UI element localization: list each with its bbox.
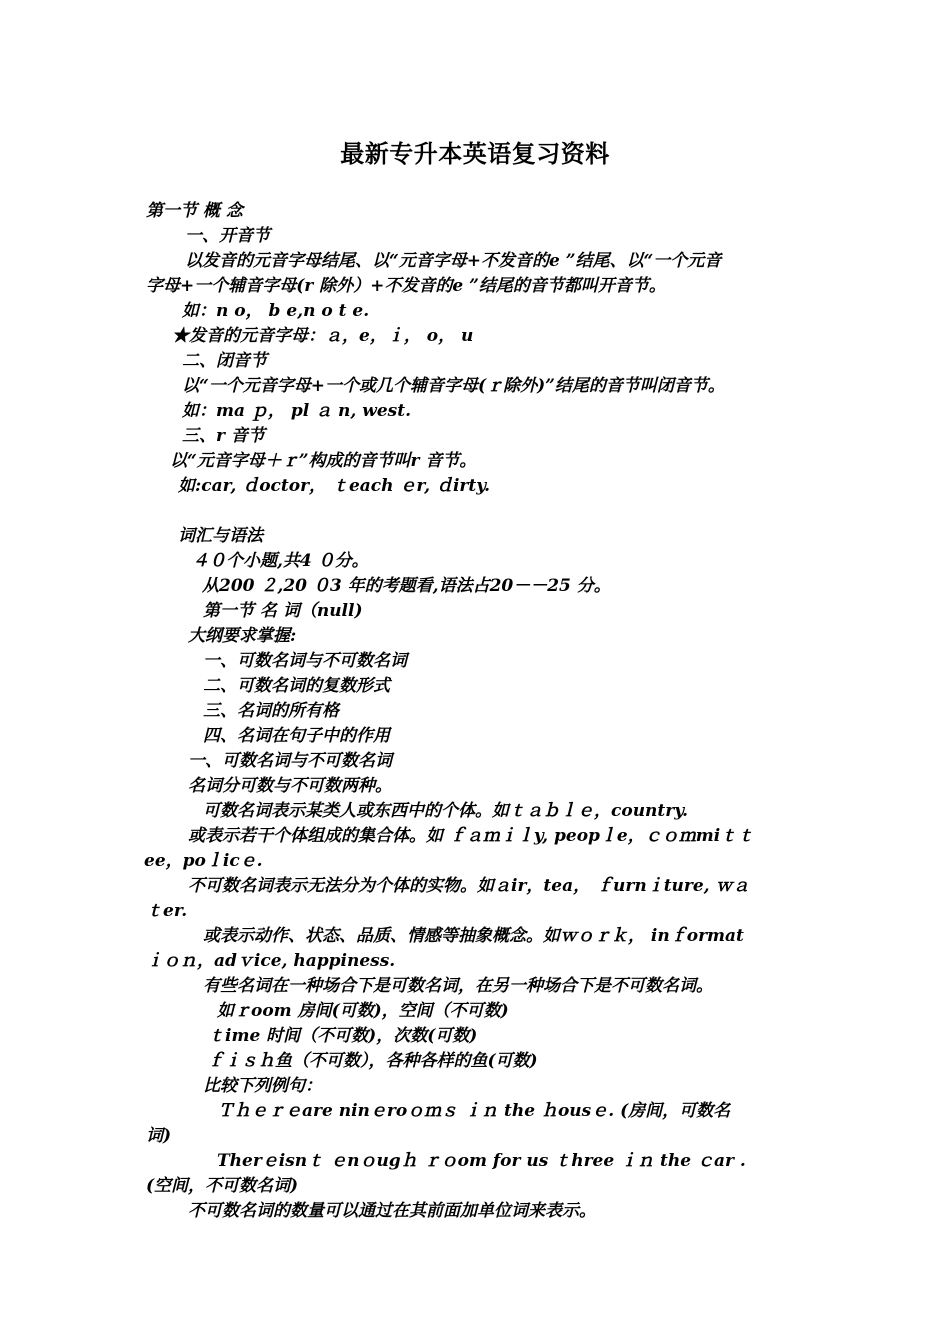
section-heading: 词汇与语法 [178, 526, 263, 546]
example-line: ｆｉｓｈ鱼（不可数），各种各样的鱼(可数) [207, 1051, 538, 1071]
example-line: 如:car, ｄoctor， ｔeach ｅr, ｄirty. [178, 476, 491, 496]
paragraph-line: 从200 ２,20 ０3 年的考题看,语法占20－－25 分。 [202, 576, 611, 596]
outline-item: 一、可数名词与不可数名词 [203, 651, 407, 671]
paragraph-line: 有些名词在一种场合下是可数名词，在另一种场合下是不可数名词。 [203, 976, 713, 996]
paragraph-line: ｔer. [146, 901, 188, 921]
paragraph-line: 或表示动作、状态、品质、情感等抽象概念。如ｗｏｒｋ， inｆormat [203, 926, 744, 946]
example-line: 如：ma ｐ， pl ａ n, west. [182, 401, 412, 421]
outline-item: 四、名词在句子中的作用 [203, 726, 390, 746]
paragraph-line: ４０个小题,共4 ０分。 [192, 551, 369, 571]
note-line: ★发音的元音字母：ａ，e，ｉ， o， u [172, 326, 474, 346]
paragraph-line: 大纲要求掌握: [188, 626, 297, 646]
paragraph-line: 或表示若干个体组成的集合体。如 ｆａｍｉｌy, peopｌe，ｃｏｍmiｔｔ [188, 826, 755, 846]
paragraph-line: 字母+一个辅音字母(r 除外）+不发音的e ”结尾的音节都叫开音节。 [146, 276, 666, 296]
paragraph-line: 以“一个元音字母+一个或几个辅音字母(ｒ除外)”结尾的音节叫闭音节。 [182, 376, 725, 396]
paragraph-line: 不可数名词的数量可以通过在其前面加单位词来表示。 [188, 1201, 596, 1221]
example-sentence: Ｔｈｅｒｅare ninｅroｏｍｓ ｉｎ the ｈousｅ. (房间，可数名 [217, 1101, 731, 1121]
example-sentence: (空间，不可数名词) [146, 1176, 299, 1196]
example-sentence: 词) [146, 1126, 172, 1146]
outline-item: 二、可数名词的复数形式 [203, 676, 390, 696]
paragraph-line: 不可数名词表示无法分为个体的实物。如ａir，tea， ｆurnｉture, ｗａ [188, 876, 750, 896]
subheading: 三、r 音节 [182, 426, 265, 446]
paragraph-line: 以“元音字母＋ｒ”构成的音节叫r 音节。 [170, 451, 477, 471]
document-title: 最新专升本英语复习资料 [340, 139, 610, 168]
paragraph-line: 比较下列例句： [203, 1076, 322, 1096]
outline-item: 三、名词的所有格 [203, 701, 339, 721]
paragraph-line: 名词分可数与不可数两种。 [188, 776, 392, 796]
paragraph-line: ee，poｌicｅ. [144, 851, 263, 871]
example-line: 如ｒoom 房间(可数)，空间（不可数) [217, 1001, 509, 1021]
subheading: 一、可数名词与不可数名词 [188, 751, 392, 771]
subheading: 第一节 名 词（null) [203, 601, 363, 621]
example-line: ｔime 时间（不可数)，次数(可数) [208, 1026, 478, 1046]
example-sentence: Therｅisnｔ ｅnｏugｈ ｒｏom for us ｔhree ｉｎ the ｃar . [217, 1151, 746, 1171]
example-line: 如：n o， b e,n o t e. [182, 301, 370, 321]
paragraph-line: 以发音的元音字母结尾、以“元音字母+不发音的e ”结尾、以“一个元音 [185, 251, 722, 271]
subheading: 一、开音节 [185, 226, 270, 246]
paragraph-line: 可数名词表示某类人或东西中的个体。如ｔａｂｌｅ，country. [203, 801, 689, 821]
subheading: 二、闭音节 [182, 351, 267, 371]
section-heading: 第一节 概 念 [146, 201, 243, 221]
paragraph-line: ｉｏｎ，adｖice, happiness. [146, 951, 396, 971]
